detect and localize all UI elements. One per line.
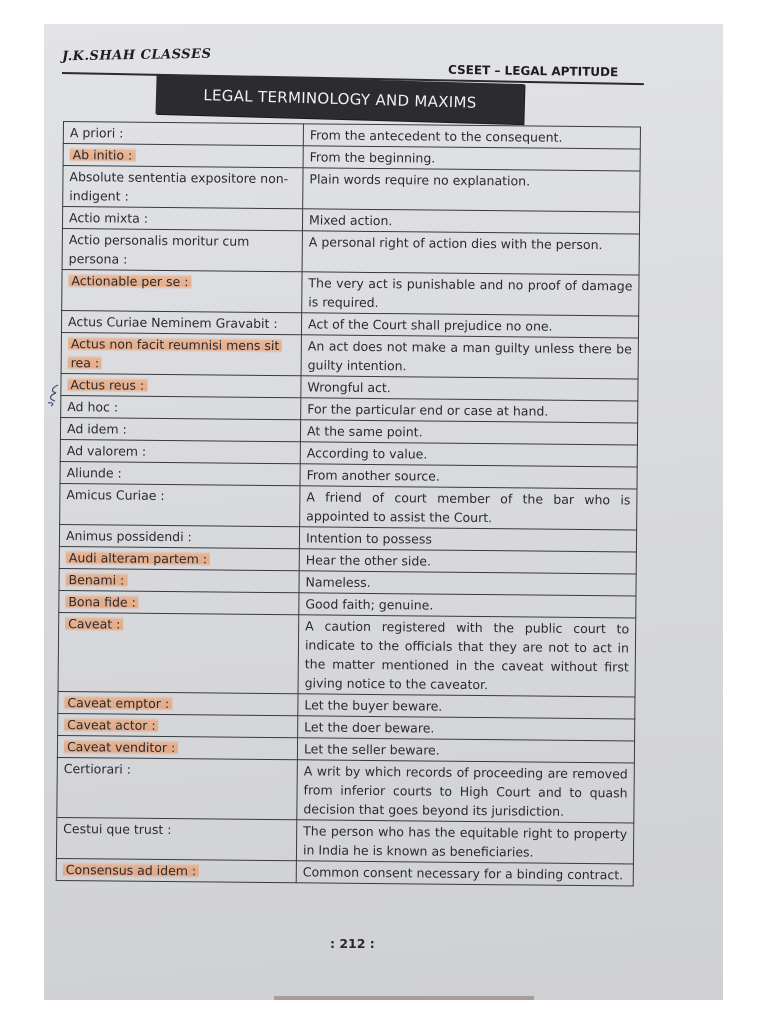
table-row bbox=[62, 228, 639, 275]
term-text: Aliunde : bbox=[66, 465, 122, 481]
definition-cell: Intention to possess bbox=[299, 527, 636, 552]
term-cell bbox=[62, 207, 302, 231]
term-cell bbox=[58, 713, 298, 737]
term-cell bbox=[63, 144, 303, 168]
table-row bbox=[62, 269, 639, 316]
term-cell bbox=[63, 122, 303, 146]
definition-cell: Wrongful act. bbox=[301, 376, 638, 401]
subject-label: CSEET – LEGAL APTITUDE bbox=[447, 62, 619, 80]
term-text: Absolute sententia expositore non-indigent : bbox=[69, 169, 289, 204]
term-cell bbox=[59, 524, 299, 548]
term-text: Ad valorem : bbox=[66, 443, 147, 459]
term-text: Actio mixta : bbox=[69, 210, 149, 226]
definition-cell: A writ by which records of proceeding are removed from inferior courts to High Court and to quash decision that goes beyond its jurisdiction. bbox=[297, 760, 635, 823]
definition-cell: Let the doer beware. bbox=[298, 716, 635, 741]
term-cell bbox=[62, 228, 302, 271]
term-cell bbox=[60, 439, 300, 463]
term-text: Actus Curiae Neminem Gravabit : bbox=[68, 314, 278, 332]
table-row bbox=[57, 757, 635, 823]
definition-cell: For the particular end or case at hand. bbox=[301, 398, 638, 423]
definition-cell: A personal right of action dies with the person. bbox=[302, 231, 639, 275]
definition-cell: Let the seller beware. bbox=[297, 738, 634, 763]
definition-cell: The person who has the equitable right to property in India he is known as beneficiaries. bbox=[296, 820, 633, 864]
term-text: Ab initio : bbox=[70, 147, 136, 163]
definition-cell: At the same point. bbox=[300, 420, 637, 445]
term-text: Caveat venditor : bbox=[64, 739, 178, 755]
term-text: Caveat : bbox=[65, 616, 123, 632]
term-text: Consensus ad idem : bbox=[63, 862, 200, 878]
term-text: Ad idem : bbox=[66, 421, 127, 437]
document-photo bbox=[44, 24, 723, 1000]
term-cell bbox=[56, 858, 296, 882]
table-row bbox=[58, 612, 636, 697]
term-cell bbox=[61, 373, 301, 397]
definition-cell: From the antecedent to the consequent. bbox=[303, 124, 640, 149]
term-cell bbox=[61, 310, 301, 334]
term-cell bbox=[58, 691, 298, 715]
brand-name: J.K.SHAH CLASSES bbox=[61, 46, 212, 65]
term-text: Caveat emptor : bbox=[64, 695, 172, 711]
term-text: Benami : bbox=[66, 572, 128, 588]
table-row bbox=[61, 332, 638, 379]
definition-cell: Good faith; genuine. bbox=[299, 593, 636, 618]
definition-cell: Common consent necessary for a binding contract. bbox=[296, 861, 633, 886]
definition-cell: Act of the Court shall prejudice no one. bbox=[301, 313, 638, 338]
definition-cell: Plain words require no explanation. bbox=[303, 168, 640, 212]
term-cell bbox=[60, 417, 300, 441]
term-cell bbox=[57, 757, 298, 819]
definition-cell: Let the buyer beware. bbox=[298, 694, 635, 719]
definition-cell: An act does not make a man guilty unless there be guilty intention. bbox=[301, 335, 638, 379]
term-text: Caveat actor : bbox=[64, 717, 159, 733]
definition-cell: From the beginning. bbox=[303, 146, 640, 171]
term-cell bbox=[62, 269, 302, 312]
definition-cell: According to value. bbox=[300, 442, 637, 467]
term-text: Cestui que trust : bbox=[63, 821, 172, 838]
term-text: Actus non facit reumnisi mens sit rea : bbox=[68, 336, 283, 370]
terminology-table bbox=[56, 121, 641, 887]
table-row bbox=[63, 166, 640, 213]
term-cell bbox=[59, 590, 299, 614]
table-row bbox=[60, 483, 637, 530]
term-text: Amicus Curiae : bbox=[66, 487, 165, 503]
term-text: A priori : bbox=[69, 125, 124, 141]
term-text: Ad hoc : bbox=[67, 399, 119, 415]
term-text: Certiorari : bbox=[63, 761, 132, 777]
term-cell bbox=[56, 817, 296, 860]
definition-cell: The very act is punishable and no proof of damage is required. bbox=[302, 272, 639, 316]
table-row bbox=[56, 858, 633, 886]
term-cell bbox=[60, 483, 300, 526]
term-text: Actio personalis moritur cum persona : bbox=[68, 232, 250, 267]
definition-cell: From another source. bbox=[300, 464, 637, 489]
definition-cell: A friend of court member of the bar who is appointed to assist the Court. bbox=[300, 486, 637, 530]
page-title: LEGAL TERMINOLOGY AND MAXIMS bbox=[156, 74, 525, 124]
term-cell bbox=[58, 612, 299, 693]
term-cell bbox=[57, 735, 297, 759]
definition-cell: A caution registered with the public court to indicate to the officials that they are not to act in the matter mentioned in the caveat without first giving notice to the caveator. bbox=[298, 615, 636, 697]
term-cell bbox=[61, 395, 301, 419]
definition-cell: Hear the other side. bbox=[299, 549, 636, 574]
term-text: Actionable per se : bbox=[68, 273, 191, 289]
term-cell bbox=[61, 332, 301, 375]
term-text: Audi alteram partem : bbox=[66, 550, 210, 566]
bottom-edge-strip bbox=[274, 996, 534, 1000]
term-text: Animus possidendi : bbox=[65, 528, 192, 545]
term-text: Actus reus : bbox=[67, 377, 147, 393]
terminology-table-wrap bbox=[56, 121, 641, 887]
definition-cell: Mixed action. bbox=[302, 209, 639, 234]
term-cell bbox=[60, 461, 300, 485]
book-page bbox=[44, 24, 723, 1000]
term-cell bbox=[59, 568, 299, 592]
term-cell bbox=[63, 166, 303, 209]
term-text: Bona fide : bbox=[65, 594, 139, 610]
term-cell bbox=[59, 546, 299, 570]
page-number: : 212 : bbox=[330, 936, 375, 951]
table-row bbox=[56, 817, 633, 864]
definition-cell: Nameless. bbox=[299, 571, 636, 596]
